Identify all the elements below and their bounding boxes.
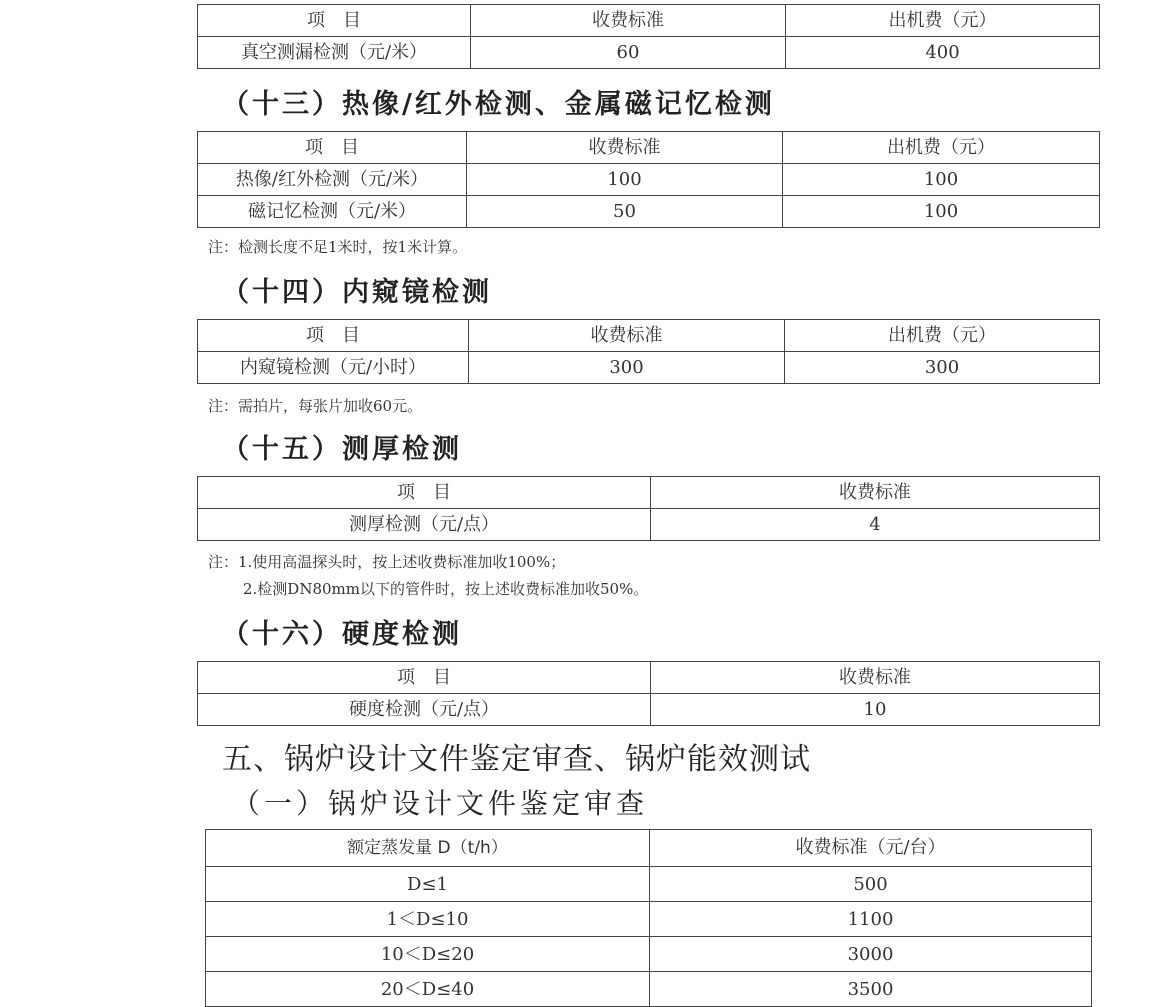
section-16-heading: （十六）硬度检测 [222,619,462,650]
chapter-5-heading: 五、锅炉设计文件鉴定审查、锅炉能效测试 [222,742,811,777]
item-cell: 磁记忆检测（元/米） [198,196,467,228]
fee-cell: 4 [651,509,1100,541]
thermal-magnetic-fee-table [197,131,1100,228]
table-row [198,509,1100,541]
header-fee-standard: 收费标准 [651,477,1100,509]
table-row [206,902,1092,937]
vacuum-leak-fee-table [197,4,1100,69]
thickness-fee-table [197,476,1100,541]
header-machine-fee: 出机费（元） [783,132,1100,164]
table-row [206,972,1092,1007]
table-row [198,164,1100,196]
fee-cell: 50 [467,196,783,228]
section-14-heading: （十四）内窥镜检测 [222,277,492,308]
section-14-note: 注：需拍片，每张片加收60元。 [208,397,423,415]
evaporation-range-cell: 10＜D≤20 [206,937,650,972]
table-header-row [198,132,1100,164]
item-cell: 内窥镜检测（元/小时） [198,352,469,384]
fee-cell: 1100 [650,902,1092,937]
header-fee-standard: 收费标准 [469,320,785,352]
table-header-row [198,5,1100,37]
section-15-note-2: 2.检测DN80mm以下的管件时，按上述收费标准加收50%。 [243,580,649,598]
item-cell: 测厚检测（元/点） [198,509,651,541]
table-row [198,37,1100,69]
fee-cell: 3000 [650,937,1092,972]
machine-fee-cell: 400 [786,37,1100,69]
header-fee-standard: 收费标准 [467,132,783,164]
machine-fee-cell: 100 [783,164,1100,196]
header-rated-evaporation: 额定蒸发量 D（t/h） [206,830,650,867]
table-row [198,694,1100,726]
header-item: 项 目 [198,132,467,164]
item-cell: 硬度检测（元/点） [198,694,651,726]
fee-cell: 100 [467,164,783,196]
header-item: 项 目 [198,5,471,37]
header-fee-standard: 收费标准 [651,662,1100,694]
table-row [198,196,1100,228]
fee-cell: 60 [471,37,786,69]
boiler-design-review-fee-table [205,829,1092,1007]
hardness-fee-table [197,661,1100,726]
table-header-row [198,477,1100,509]
table-header-row [198,662,1100,694]
header-fee-standard: 收费标准（元/台） [650,830,1092,867]
header-fee-standard: 收费标准 [471,5,786,37]
machine-fee-cell: 100 [783,196,1100,228]
fee-cell: 3500 [650,972,1092,1007]
section-15-heading: （十五）测厚检测 [222,434,462,465]
table-header-row [206,830,1092,867]
header-item: 项 目 [198,320,469,352]
table-row [206,937,1092,972]
item-cell: 真空测漏检测（元/米） [198,37,471,69]
table-row [198,352,1100,384]
endoscope-fee-table [197,319,1100,384]
header-item: 项 目 [198,477,651,509]
item-cell: 热像/红外检测（元/米） [198,164,467,196]
section-15-note-1: 注：1.使用高温探头时，按上述收费标准加收100%； [208,553,566,571]
fee-cell: 500 [650,867,1092,902]
table-row [206,867,1092,902]
fee-cell: 300 [469,352,785,384]
header-machine-fee: 出机费（元） [786,5,1100,37]
evaporation-range-cell: 1＜D≤10 [206,902,650,937]
machine-fee-cell: 300 [785,352,1100,384]
section-13-note: 注：检测长度不足1米时，按1米计算。 [208,238,468,256]
section-13-heading: （十三）热像/红外检测、金属磁记忆检测 [222,89,775,120]
header-machine-fee: 出机费（元） [785,320,1100,352]
section-5-1-heading: （一）锅炉设计文件鉴定审查 [232,787,649,820]
evaporation-range-cell: D≤1 [206,867,650,902]
fee-cell: 10 [651,694,1100,726]
evaporation-range-cell: 20＜D≤40 [206,972,650,1007]
header-item: 项 目 [198,662,651,694]
table-header-row [198,320,1100,352]
